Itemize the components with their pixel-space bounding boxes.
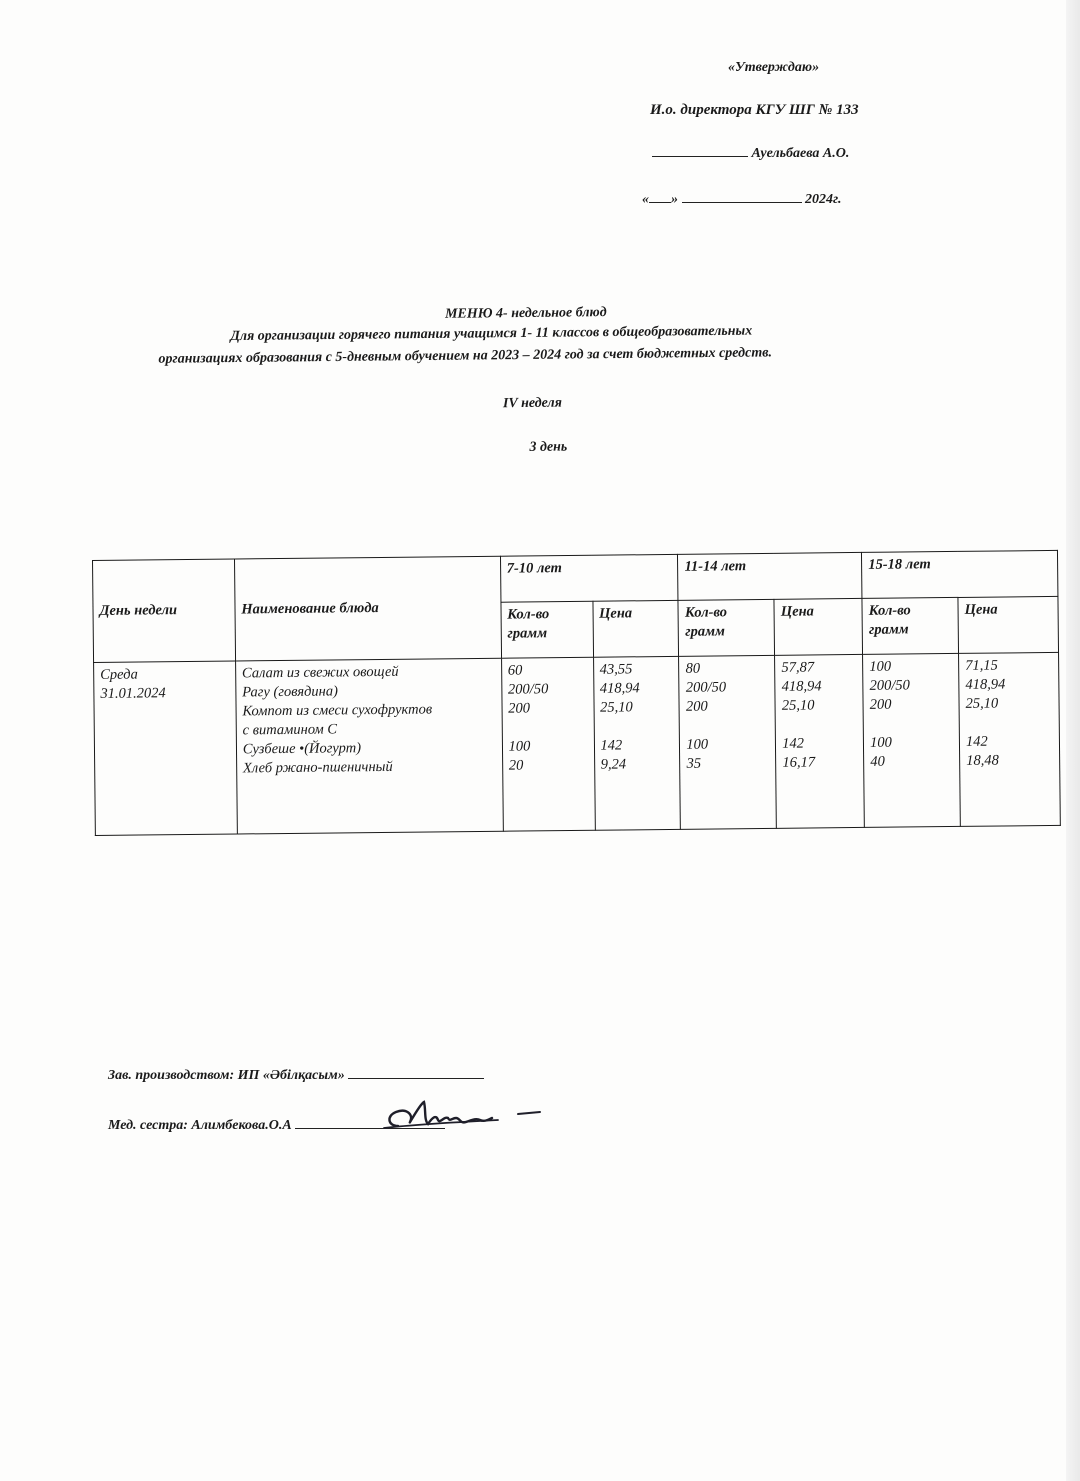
price-value xyxy=(966,713,1053,733)
signature-blank xyxy=(652,156,748,157)
g3-price-cell xyxy=(959,652,1061,826)
price-header-1: Цена xyxy=(592,600,678,657)
menu-subtitle-line1: Для организации горячего питания учащимся 1- 11 классов в общеобразовательных xyxy=(230,323,753,345)
age-group-header-1: 7-10 лет xyxy=(500,554,678,602)
price-value: 142 xyxy=(600,737,623,754)
qty-value: 40 xyxy=(870,753,885,770)
qty-value: 100 xyxy=(870,734,892,751)
price-value: 142 xyxy=(782,735,805,752)
g2-price-cell xyxy=(775,654,865,828)
production-label: Зав. производством: ИП «Әбілқасым» xyxy=(108,1068,345,1083)
menu-title-block xyxy=(140,301,960,455)
price-value: 25,10 xyxy=(781,697,815,714)
dish-item: Салат из свежих овощей xyxy=(241,663,399,682)
day-name: Среда xyxy=(100,666,138,683)
price-value: 9,24 xyxy=(600,756,627,773)
day-date: 31.01.2024 xyxy=(100,685,166,702)
menu-subtitle-line2: организациях образования с 5-дневным обучением на 2023 – 2024 год за счет бюджетных средств. xyxy=(158,345,773,367)
qty-value: 200 xyxy=(508,700,531,717)
dish-item: Хлеб ржано-пшеничный xyxy=(242,758,393,777)
day-cell xyxy=(94,661,238,835)
menu-table xyxy=(92,550,1061,836)
production-line xyxy=(108,1068,484,1084)
approval-name: Ауельбаева А.О. xyxy=(751,146,850,161)
qty-header-2: Кол-во грамм xyxy=(678,599,774,656)
dish-item: Компот из смеси сухофруктов xyxy=(242,701,433,720)
g1-price-cell xyxy=(593,656,681,830)
dish-cell xyxy=(235,658,503,834)
approval-title: «Утверждаю» xyxy=(728,60,820,75)
approval-date-line xyxy=(642,192,841,208)
col-day-header: День недели xyxy=(93,559,236,662)
price-value: 25,10 xyxy=(600,699,633,716)
dish-item: с витамином С xyxy=(242,721,338,739)
month-blank xyxy=(682,202,802,203)
qty-value: 100 xyxy=(508,738,531,755)
day-blank xyxy=(649,202,671,203)
dish-item: Сузбеше •(Йогурт) xyxy=(242,740,362,758)
price-value: 57,87 xyxy=(781,659,815,676)
qty-value xyxy=(870,714,953,734)
price-header-2: Цена xyxy=(774,598,862,655)
g3-qty-cell xyxy=(863,653,961,827)
qty-value: 200 xyxy=(685,698,708,715)
qty-value: 200/50 xyxy=(869,677,910,694)
nurse-label: Мед. сестра: Алимбекова.О.А xyxy=(108,1118,292,1133)
col-dish-header: Наименование блюда xyxy=(234,556,501,661)
price-value: 418,94 xyxy=(599,680,640,697)
approval-year: 2024г. xyxy=(805,192,842,207)
qty-value: 20 xyxy=(508,757,524,774)
g2-qty-cell xyxy=(679,655,777,829)
approval-name-line xyxy=(652,146,849,162)
qty-header-1: Кол-во грамм xyxy=(501,601,593,658)
date-quote-open: « xyxy=(642,192,649,207)
price-value: 43,55 xyxy=(599,661,633,678)
price-value xyxy=(782,715,857,735)
qty-value: 200/50 xyxy=(685,679,727,696)
handwritten-signature-icon xyxy=(380,1096,560,1136)
table-row xyxy=(94,652,1061,835)
price-value: 71,15 xyxy=(965,657,998,674)
price-value: 18,48 xyxy=(966,752,999,769)
qty-value: 100 xyxy=(869,658,892,675)
qty-value: 35 xyxy=(686,755,702,772)
age-group-header-2: 11-14 лет xyxy=(678,552,862,600)
dish-item: Рагу (говядина) xyxy=(242,683,339,701)
qty-value: 100 xyxy=(686,736,709,753)
date-quote-close: » xyxy=(671,192,678,207)
week-label: IV неделя xyxy=(502,395,562,412)
qty-value: 60 xyxy=(507,662,523,679)
production-signature-blank xyxy=(348,1078,484,1079)
qty-value: 200/50 xyxy=(507,681,549,698)
qty-value xyxy=(686,716,769,736)
menu-title: МЕНЮ 4- недельное блюд xyxy=(444,305,607,322)
price-value: 16,17 xyxy=(782,754,816,771)
price-value xyxy=(600,717,673,737)
price-header-3: Цена xyxy=(958,596,1059,653)
day-label: 3 день xyxy=(529,439,568,455)
page-edge-shadow xyxy=(1066,0,1080,1481)
price-value: 418,94 xyxy=(781,678,822,695)
qty-value: 80 xyxy=(685,660,701,677)
qty-value: 200 xyxy=(869,696,892,713)
price-value: 418,94 xyxy=(965,676,1006,693)
price-value: 142 xyxy=(965,733,988,750)
g1-qty-cell xyxy=(501,657,595,831)
age-group-header-3: 15-18 лет xyxy=(862,550,1058,598)
price-value: 25,10 xyxy=(965,695,999,712)
qty-header-3: Кол-во грамм xyxy=(862,597,958,654)
qty-value xyxy=(508,718,587,738)
approval-role: И.о. директора КГУ ШГ № 133 xyxy=(650,102,859,118)
